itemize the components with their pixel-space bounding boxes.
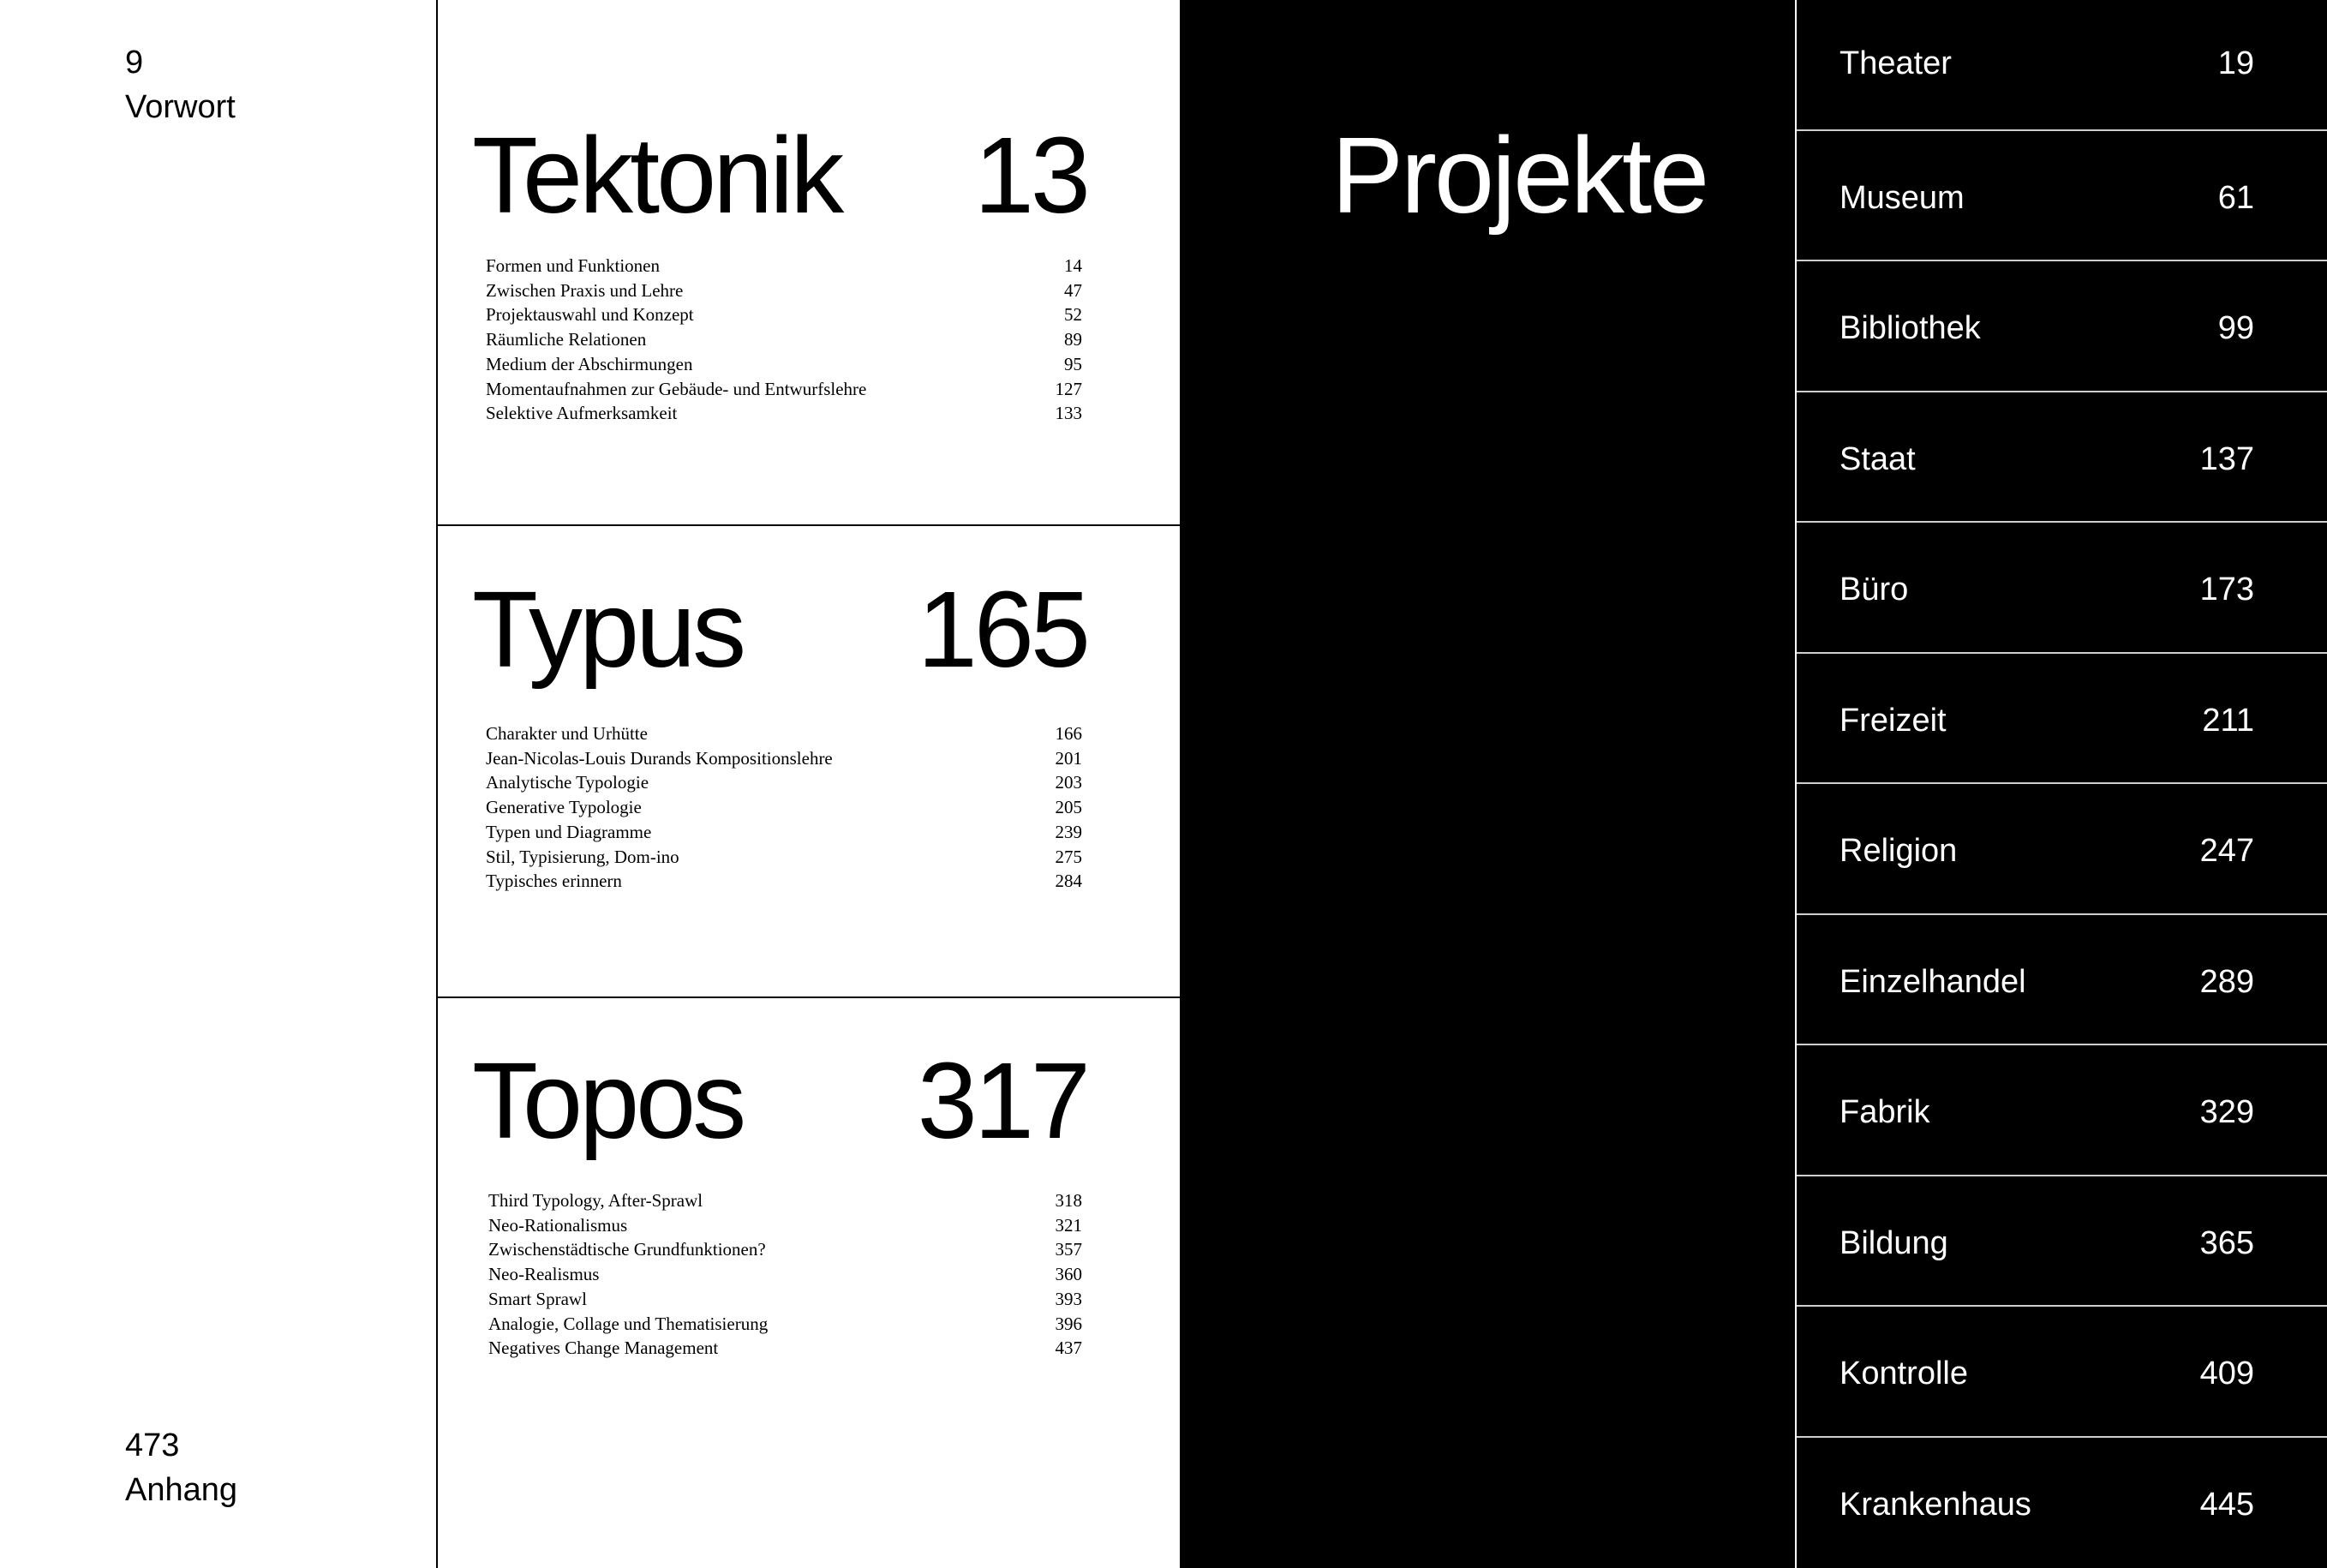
toc-entry[interactable] xyxy=(488,1287,1082,1312)
toc-entry-title: Typisches erinnern xyxy=(486,871,622,892)
projekt-page-number: 365 xyxy=(2199,1224,2254,1261)
projekt-page-number: 173 xyxy=(2199,572,2254,607)
chapter-page-number[interactable]: 13 xyxy=(973,115,1087,236)
chapter-page-number[interactable]: 317 xyxy=(917,1040,1087,1161)
toc-entry-title: Formen und Funktionen xyxy=(486,255,660,276)
toc-entry[interactable] xyxy=(488,1237,1082,1262)
toc-entry[interactable] xyxy=(488,1336,1082,1361)
toc-entry-title: Neo-Rationalismus xyxy=(488,1214,628,1236)
projekt-page-number: 445 xyxy=(2199,1486,2254,1523)
projekte-panel xyxy=(1180,0,1795,1568)
toc-entry-page: 127 xyxy=(1055,378,1082,399)
toc-entry[interactable] xyxy=(486,845,1082,870)
projekte-index-list xyxy=(1795,0,2327,1568)
toc-entry-title: Neo-Realismus xyxy=(488,1264,600,1285)
projekt-index-row[interactable] xyxy=(1797,131,2327,262)
projekt-page-number: 99 xyxy=(2217,310,2254,346)
toc-entry-title: Analytische Typologie xyxy=(486,772,649,793)
chapter-entries-list xyxy=(486,721,1082,894)
toc-entry-page: 14 xyxy=(1064,255,1082,276)
toc-entry-title: Analogie, Collage und Thematisierung xyxy=(488,1313,769,1334)
toc-entry-page: 205 xyxy=(1055,797,1082,818)
projekt-label: Kontrolle xyxy=(1839,1356,1968,1391)
toc-entry[interactable] xyxy=(486,820,1082,845)
projekt-label: Theater xyxy=(1839,45,1952,81)
toc-entry[interactable] xyxy=(486,352,1082,377)
toc-entry-page: 203 xyxy=(1055,772,1082,793)
projekt-index-row[interactable] xyxy=(1797,392,2327,524)
toc-entry-page: 275 xyxy=(1055,846,1082,867)
projekt-page-number: 211 xyxy=(2202,702,2254,739)
chapter-entries-list xyxy=(486,254,1082,426)
projekt-index-row[interactable] xyxy=(1797,523,2327,654)
toc-entry[interactable] xyxy=(486,746,1082,771)
toc-entry-title: Third Typology, After-Sprawl xyxy=(488,1190,703,1211)
toc-entry[interactable] xyxy=(486,302,1082,327)
projekt-label: Bildung xyxy=(1839,1224,1948,1261)
toc-entry-page: 360 xyxy=(1055,1264,1082,1285)
toc-entry[interactable] xyxy=(488,1213,1082,1238)
projekt-label: Fabrik xyxy=(1839,1094,1930,1130)
toc-entry[interactable] xyxy=(488,1188,1082,1213)
toc-entry-page: 239 xyxy=(1055,821,1082,842)
toc-entry[interactable] xyxy=(486,401,1082,426)
toc-entry-page: 201 xyxy=(1055,747,1082,769)
toc-entry-page: 396 xyxy=(1055,1313,1082,1334)
chapter-title[interactable]: Tektonik xyxy=(472,115,841,236)
toc-entry-page: 52 xyxy=(1064,304,1082,326)
toc-entry-title: Stil, Typisierung, Dom-ino xyxy=(486,846,679,867)
toc-entry[interactable] xyxy=(486,327,1082,352)
chapter-page-number[interactable]: 165 xyxy=(917,569,1087,690)
projekt-index-row[interactable] xyxy=(1797,654,2327,785)
front-back-matter-column xyxy=(0,0,436,1568)
projekt-label: Museum xyxy=(1839,179,1965,216)
toc-entry-title: Typen und Diagramme xyxy=(486,821,652,842)
projekt-label: Büro xyxy=(1839,572,1909,607)
toc-entry[interactable] xyxy=(488,1312,1082,1337)
toc-entry-page: 393 xyxy=(1055,1288,1082,1309)
anhang-label[interactable]: Anhang xyxy=(125,1472,238,1508)
projekt-index-row[interactable] xyxy=(1797,784,2327,915)
vorwort-page-number[interactable]: 9 xyxy=(125,45,144,81)
toc-entry-title: Räumliche Relationen xyxy=(486,329,647,350)
toc-entry[interactable] xyxy=(486,377,1082,402)
toc-entry-page: 284 xyxy=(1055,871,1082,892)
toc-entry-title: Zwischenstädtische Grundfunktionen? xyxy=(488,1239,766,1260)
projekt-index-row[interactable] xyxy=(1797,1438,2327,1568)
toc-entry-title: Charakter und Urhütte xyxy=(486,723,648,744)
toc-entry-title: Jean-Nicolas-Louis Durands Kompositionslehre xyxy=(486,747,833,769)
toc-entry-page: 318 xyxy=(1055,1190,1082,1211)
toc-entry-title: Projektauswahl und Konzept xyxy=(486,304,694,326)
toc-entry-page: 133 xyxy=(1055,403,1082,424)
toc-entry-title: Generative Typologie xyxy=(486,797,642,818)
projekt-index-row[interactable] xyxy=(1797,1307,2327,1438)
toc-entry-page: 357 xyxy=(1055,1239,1082,1260)
toc-entry-title: Selektive Aufmerksamkeit xyxy=(486,403,678,424)
projekt-index-row[interactable] xyxy=(1797,261,2327,392)
toc-entry[interactable] xyxy=(486,795,1082,820)
projekt-page-number: 137 xyxy=(2199,440,2254,477)
toc-entry-page: 166 xyxy=(1055,723,1082,744)
toc-entry-title: Momentaufnahmen zur Gebäude- und Entwurfslehre xyxy=(486,378,867,399)
projekt-page-number: 247 xyxy=(2199,833,2254,869)
vorwort-label[interactable]: Vorwort xyxy=(125,89,236,125)
toc-entry[interactable] xyxy=(486,278,1082,303)
toc-entry-page: 47 xyxy=(1064,279,1082,301)
toc-entry-title: Zwischen Praxis und Lehre xyxy=(486,279,684,301)
projekt-index-row[interactable] xyxy=(1797,915,2327,1046)
projekt-page-number: 329 xyxy=(2199,1094,2254,1130)
projekte-title[interactable]: Projekte xyxy=(1331,115,1708,236)
projekt-label: Staat xyxy=(1839,440,1916,477)
toc-entry[interactable] xyxy=(488,1262,1082,1287)
toc-entry-title: Negatives Change Management xyxy=(488,1338,719,1359)
projekt-page-number: 289 xyxy=(2199,963,2254,1000)
toc-entry[interactable] xyxy=(486,869,1082,894)
toc-entry-title: Smart Sprawl xyxy=(488,1288,587,1309)
chapter-title[interactable]: Topos xyxy=(472,1040,744,1161)
projekt-label: Bibliothek xyxy=(1839,310,1981,346)
toc-entry-title: Medium der Abschirmungen xyxy=(486,353,693,374)
projekt-page-number: 61 xyxy=(2217,179,2254,216)
toc-entry-page: 321 xyxy=(1055,1214,1082,1236)
anhang-page-number[interactable]: 473 xyxy=(125,1427,180,1463)
projekt-page-number: 409 xyxy=(2199,1356,2254,1391)
toc-entry[interactable] xyxy=(486,254,1082,278)
projekt-label: Religion xyxy=(1839,833,1958,869)
toc-entry-page: 89 xyxy=(1064,329,1082,350)
toc-entry[interactable] xyxy=(486,721,1082,746)
projekt-label: Krankenhaus xyxy=(1839,1486,2031,1523)
projekt-page-number: 19 xyxy=(2217,45,2254,81)
projekt-index-row[interactable] xyxy=(1797,1176,2327,1308)
projekt-label: Freizeit xyxy=(1839,702,1947,739)
projekt-label: Einzelhandel xyxy=(1839,963,2026,1000)
projekt-index-row[interactable] xyxy=(1797,1045,2327,1176)
projekt-index-row[interactable] xyxy=(1797,0,2327,131)
chapter-title[interactable]: Typus xyxy=(472,569,744,690)
toc-entry-page: 437 xyxy=(1055,1338,1082,1359)
toc-entry[interactable] xyxy=(486,770,1082,795)
toc-entry-page: 95 xyxy=(1064,353,1082,374)
chapter-entries-list xyxy=(488,1188,1082,1361)
